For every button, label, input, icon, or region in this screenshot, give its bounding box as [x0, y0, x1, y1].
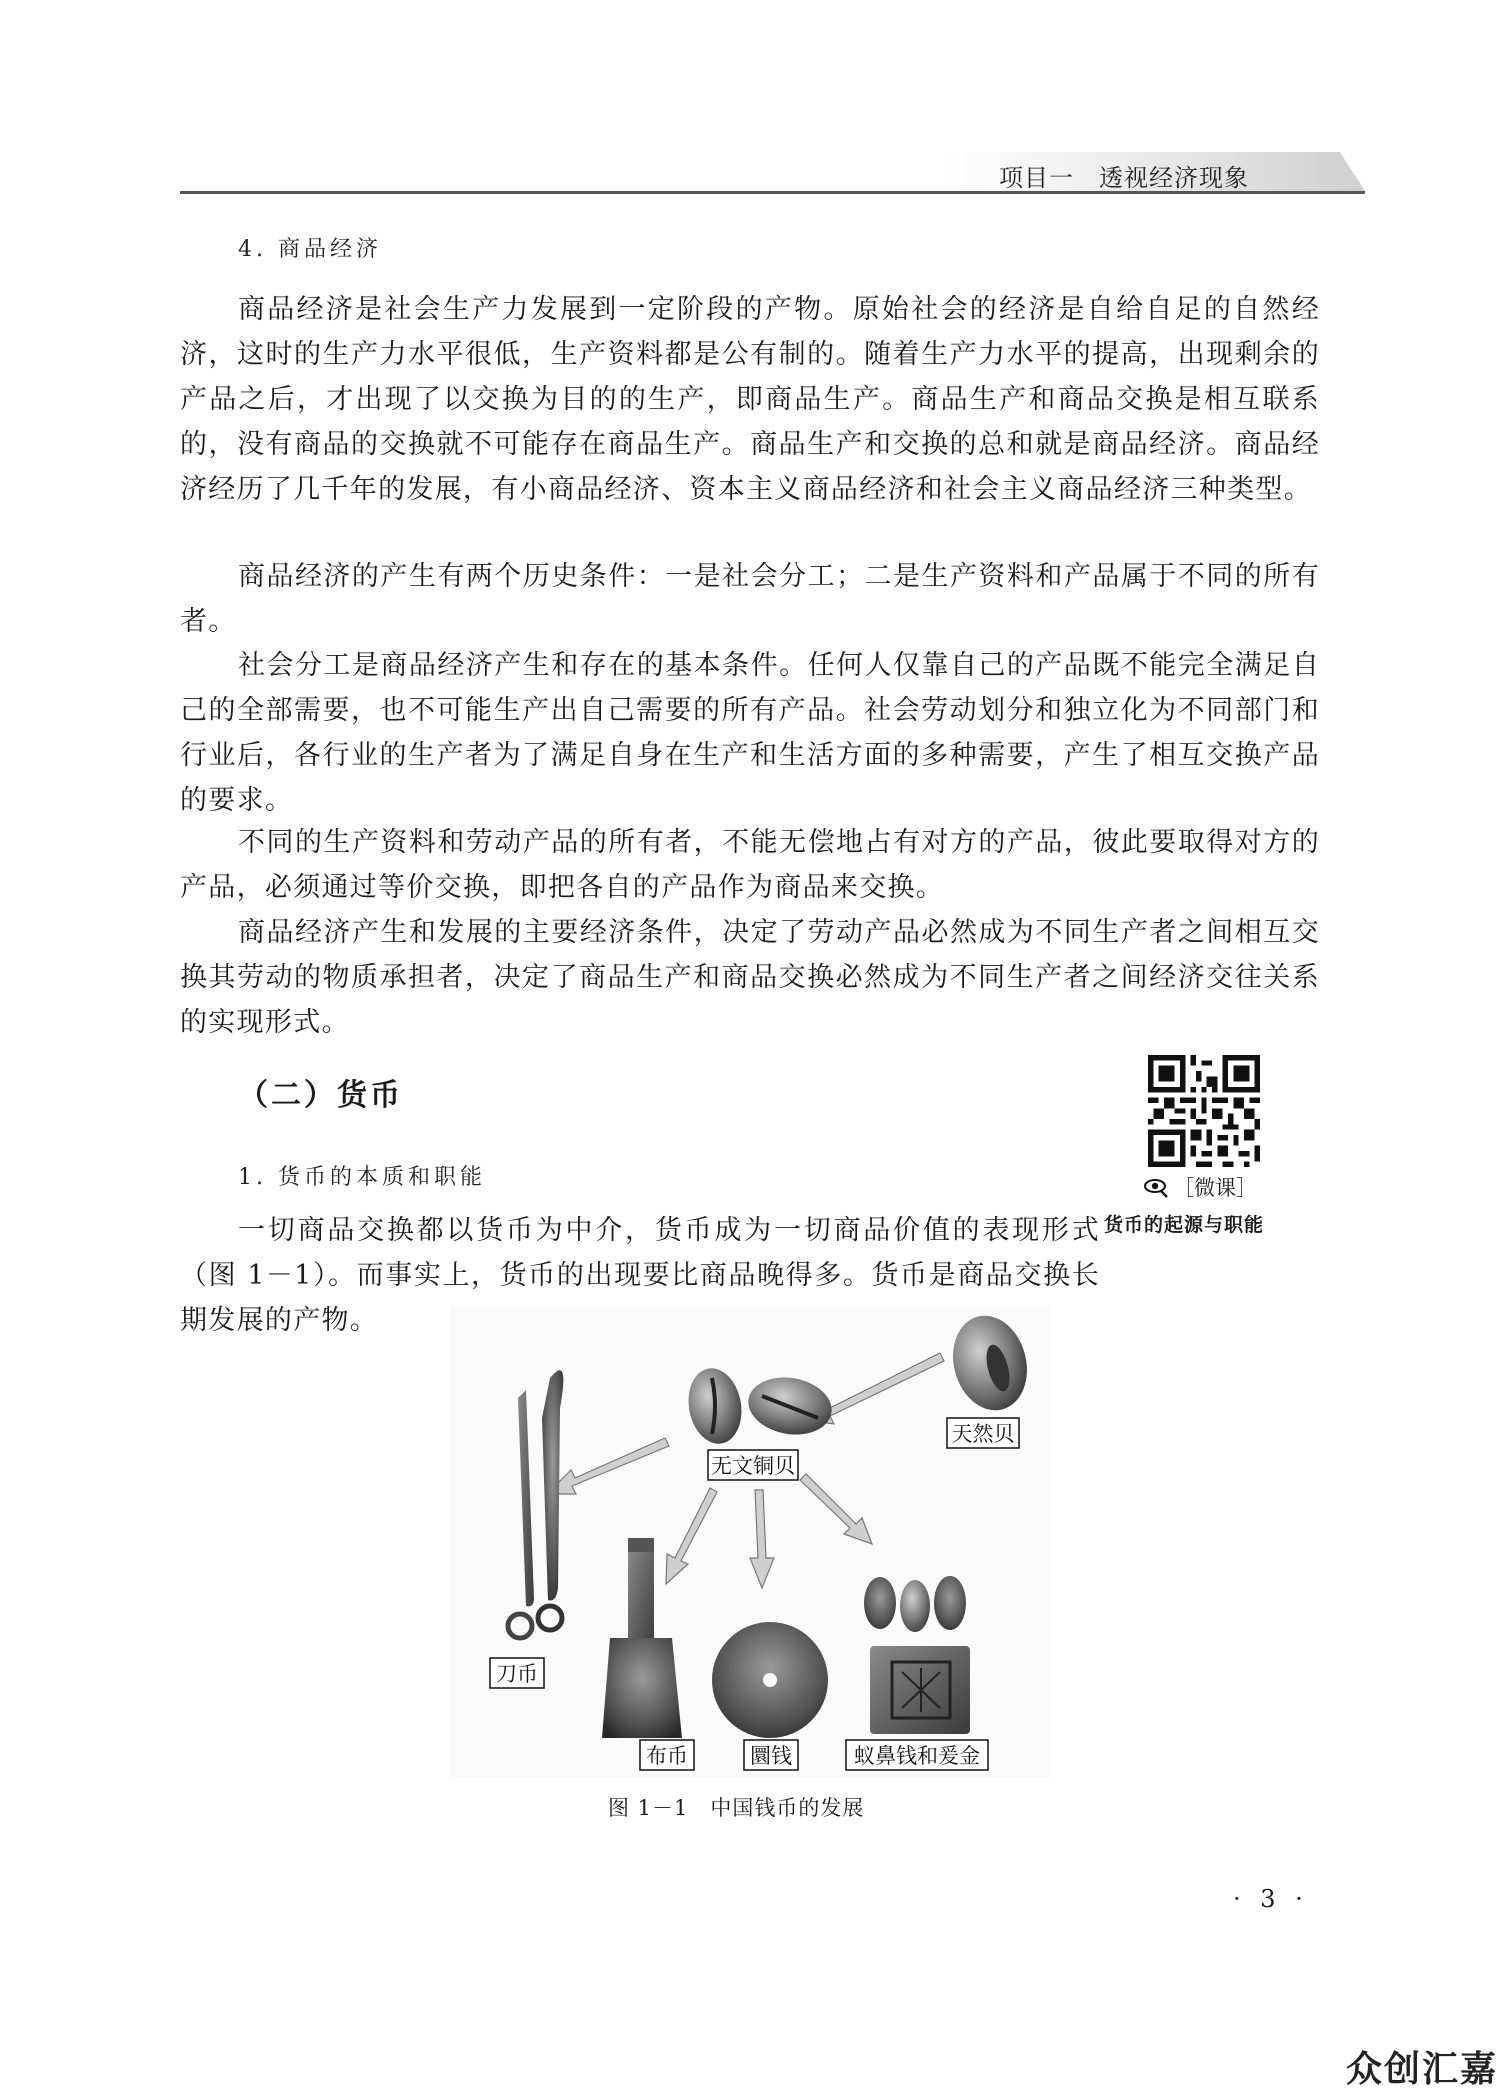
figure-caption: 图 1－1 中国钱币的发展 [608, 1796, 865, 1820]
watermark: 众创汇嘉 [1345, 2049, 1498, 2090]
paragraph-2: 商品经济的产生有两个历史条件：一是社会分工；二是生产资料和产品属于不同的所有者。 [180, 561, 1320, 637]
paragraph-4: 不同的生产资料和劳动产品的所有者，不能无偿地占有对方的产品，彼此要取得对方的产品，必须通过等价交换，即把各自的产品作为商品来交换。 [180, 827, 1320, 903]
section-heading-commodity-economy: 4. 商品经济 [238, 237, 382, 262]
label-knife-coin: 刀币 [496, 1662, 538, 1686]
page-number: · 3 · [1233, 1885, 1309, 1913]
label-ant-nose-gold: 蚁鼻钱和爰金 [854, 1744, 980, 1768]
label-copper-shell: 无文铜贝 [711, 1454, 795, 1478]
paragraph-5: 商品经济产生和发展的主要经济条件，决定了劳动产品必然成为不同生产者之间相互交换其劳动的物质承担者，决定了商品生产和商品交换必然成为不同生产者之间经济交往关系的实现形式。 [180, 917, 1320, 1038]
coin-development-figure [450, 1308, 1050, 1778]
label-natural-shell: 天然贝 [951, 1422, 1015, 1446]
subheading-currency-nature: 1. 货币的本质和职能 [238, 1165, 486, 1190]
ant-nose-gold-image [864, 1576, 970, 1734]
paragraph-currency-text: 一切商品交换都以货币为中介，货币成为一切商品价值的表现形式（图 1－1）。而事实上，货币的出现要比商品晚得多。货币是商品交换长期发展的产物。 [180, 1215, 1100, 1336]
paragraph-1: 商品经济是社会生产力发展到一定阶段的产物。原始社会的经济是自给自足的自然经济，这时的生产力水平很低，生产资料都是公有制的。随着生产力水平的提高，出现剩余的产品之后，才出现了以交换为目的的生产，即商品生产。商品生产和商品交换是相互联系的，没有商品的交换就不可能存在商品生产。商品生产和交换的总和就是商品经济。商品经济经历了几千年的发展，有小商品经济、资本主义商品经济和社会主义商品经济三种类型。 [180, 294, 1320, 505]
microlesson-label: ［微课］ [1173, 1176, 1257, 1200]
section-heading-currency: （二）货币 [238, 1078, 403, 1113]
microlesson-tag[interactable] [1143, 1172, 1257, 1202]
eye-icon [1143, 1176, 1169, 1198]
paragraph-3: 社会分工是商品经济产生和存在的基本条件。任何人仅靠自己的产品既不能完全满足自己的全部需要，也不可能生产出自己需要的所有产品。社会劳动划分和独立化为不同部门和行业后，各行业的生产者为了满足自身在生产和生活方面的多种需要，产生了相互交换产品的要求。 [180, 650, 1320, 816]
round-coin-image [712, 1622, 828, 1738]
label-round-coin: 圜钱 [750, 1744, 792, 1768]
microlesson-title: 货币的起源与职能 [1104, 1214, 1265, 1236]
qr-code[interactable] [1148, 1055, 1260, 1167]
label-spade-coin: 布币 [646, 1744, 688, 1768]
header-title: 项目一 透视经济现象 [999, 164, 1249, 192]
